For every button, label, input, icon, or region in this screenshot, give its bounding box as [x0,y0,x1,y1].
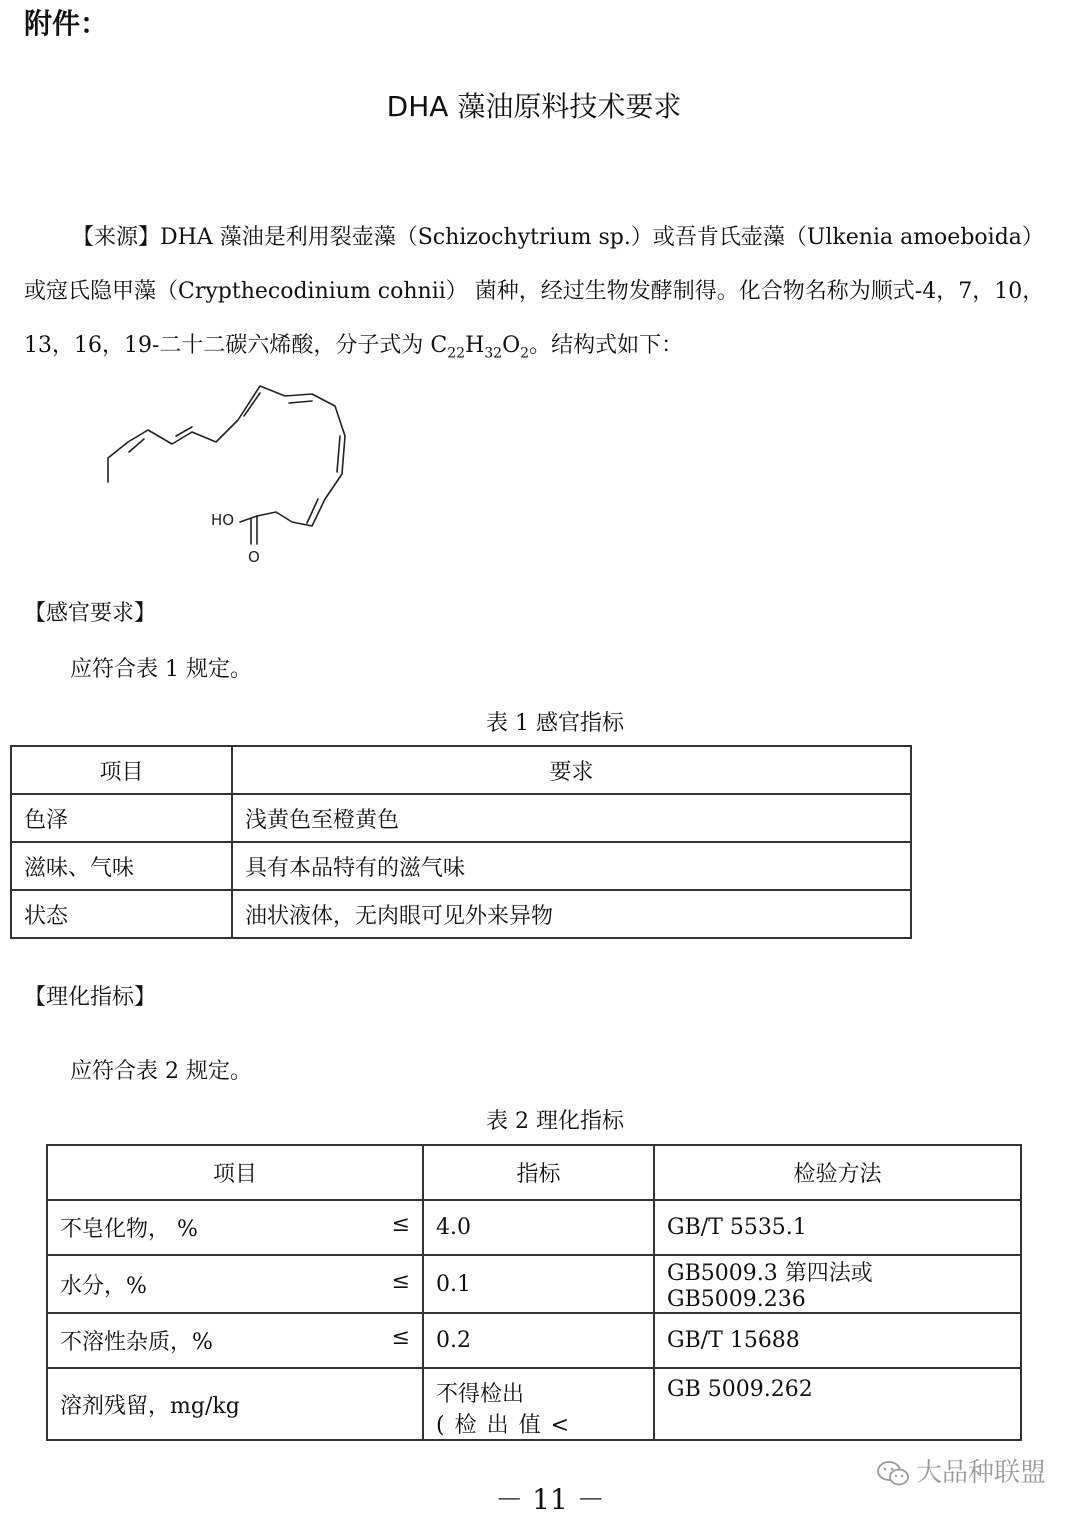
sensory-table [10,745,912,939]
table-row [11,842,911,890]
less-equal-sign: ≤ [391,1268,410,1294]
table-row [11,890,911,938]
table-cell: GB5009.3 第四法或 GB5009.236 [654,1255,1021,1313]
table-header-cell: 项目 [11,746,232,794]
table-cell: 0.1 [423,1255,654,1313]
table-row [47,1313,1021,1368]
table-header-cell: 要求 [232,746,911,794]
page-number: － 11 － [495,1483,605,1516]
physchem-note: 应符合表 2 规定。 [70,1059,252,1084]
table-row [47,1200,1021,1255]
value-line-2: (检出值< [436,1413,580,1438]
carbonyl-oxygen-label: O [248,548,260,566]
table-cell: 状态 [11,890,232,938]
table-row [47,1368,1021,1440]
item-label: 水分，% [60,1273,147,1299]
physchem-heading: 【理化指标】 [24,985,157,1010]
item-label: 不皂化物， % [60,1217,198,1242]
source-line-1: 【来源】DHA 藻油是利用裂壶藻（Schizochytrium sp.）或吾肯氏壶藻（Ulkenia amoeboida） [72,225,1044,250]
attachment-label: 附件： [24,7,109,40]
table-cell: 4.0 [423,1200,654,1255]
table-cell: 油状液体，无肉眼可见外来异物 [232,890,911,938]
source-line-3-prefix: 13，16，19-二十二碳六烯酸，分子式为 C [24,333,448,358]
value-line-1: 不得检出 [436,1382,525,1407]
formula-h-subscript: 32 [484,345,503,362]
sensory-heading: 【感官要求】 [24,601,157,626]
table-header-cell: 指标 [423,1145,654,1200]
item-label: 不溶性杂质，% [60,1330,213,1355]
table1-caption: 表 1 感官指标 [486,711,624,736]
table-header-row [47,1145,1021,1200]
source-line-3-suffix: 。结构式如下： [529,333,684,358]
hydroxyl-label: HO [211,511,235,529]
formula-h: H [465,333,485,358]
table-row [11,794,911,842]
physchem-table [46,1144,1022,1441]
table-cell: GB 5009.262 [654,1368,1021,1440]
table-cell [47,1313,423,1368]
table-row [47,1255,1021,1313]
table-cell [47,1200,423,1255]
table-cell: 溶剂残留，mg/kg [47,1368,423,1440]
watermark-text: 大品种联盟 [915,1458,1046,1488]
sensory-note: 应符合表 1 规定。 [70,657,252,682]
formula-o-subscript: 2 [520,345,530,362]
table-header-cell: 项目 [47,1145,423,1200]
less-equal-sign: ≤ [391,1212,410,1237]
formula-c-subscript: 22 [447,345,466,362]
table-cell: GB/T 5535.1 [654,1200,1021,1255]
table2-caption: 表 2 理化指标 [486,1109,624,1134]
table-cell: 具有本品特有的滋气味 [232,842,911,890]
table-cell: 色泽 [11,794,232,842]
dha-structure-diagram [100,376,360,566]
table-cell [423,1368,654,1440]
watermark [876,1452,1046,1489]
source-line-3 [24,328,683,361]
table-cell [47,1255,423,1313]
table-cell: 0.2 [423,1313,654,1368]
table-cell: GB/T 15688 [654,1313,1021,1368]
table-header-cell: 检验方法 [654,1145,1021,1200]
table-cell: 浅黄色至橙黄色 [232,794,911,842]
document-title: DHA 藻油原料技术要求 [386,90,682,123]
less-equal-sign: ≤ [391,1325,410,1350]
table-header-row [11,746,911,794]
source-line-2: 或寇氏隐甲藻（Crypthecodinium cohnii） 菌种，经过生物发酵制得。化合物名称为顺式-4，7，10， [24,279,1045,304]
table-cell: 滋味、气味 [11,842,232,890]
formula-o: O [502,333,521,358]
wechat-icon [876,1460,910,1488]
